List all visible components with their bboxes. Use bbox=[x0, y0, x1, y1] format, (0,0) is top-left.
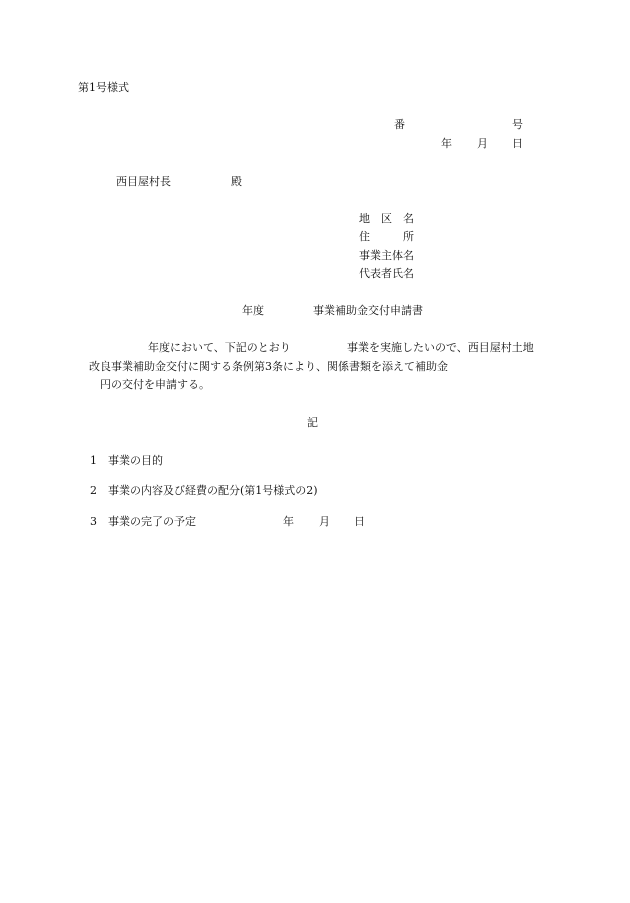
item-1-text: 事業の目的 bbox=[108, 454, 163, 467]
number-label-go: 号 bbox=[512, 118, 523, 131]
body-line1-part2: 事業を実施したいので、西目屋村土地 bbox=[347, 341, 534, 354]
document-title: 事業補助金交付申請書 bbox=[313, 304, 423, 317]
body-line3: 円の交付を申請する。 bbox=[100, 378, 210, 391]
number-label-ban: 番 bbox=[394, 118, 405, 131]
item-3-number: 3 bbox=[90, 515, 97, 528]
item-3-year-label: 年 bbox=[283, 515, 294, 528]
item-2-text: 事業の内容及び経費の配分(第1号様式の2) bbox=[108, 484, 318, 497]
form-label: 第1号様式 bbox=[78, 81, 129, 94]
date-day-label: 日 bbox=[512, 137, 523, 150]
date-year-label: 年 bbox=[441, 137, 452, 150]
field-district-label: 地 区 名 bbox=[359, 212, 414, 225]
field-entity-label: 事業主体名 bbox=[359, 249, 414, 262]
item-2-number: 2 bbox=[90, 484, 97, 497]
body-line1-part1: 年度において、下記のとおり bbox=[148, 341, 291, 354]
body-line2: 改良事業補助金交付に関する条例第3条により、関係書類を添えて補助金 bbox=[89, 360, 448, 373]
addressee-honorific: 殿 bbox=[231, 175, 242, 188]
date-month-label: 月 bbox=[477, 137, 488, 150]
item-3-text: 事業の完了の予定 bbox=[108, 515, 196, 528]
field-representative-label: 代表者氏名 bbox=[359, 267, 414, 280]
item-3-day-label: 日 bbox=[354, 515, 365, 528]
field-address-label: 住 所 bbox=[359, 230, 414, 243]
item-1-number: 1 bbox=[90, 454, 97, 467]
item-3-month-label: 月 bbox=[319, 515, 330, 528]
addressee-name: 西目屋村長 bbox=[116, 175, 171, 188]
title-year-label: 年度 bbox=[242, 304, 264, 317]
ki-heading: 記 bbox=[307, 416, 318, 429]
